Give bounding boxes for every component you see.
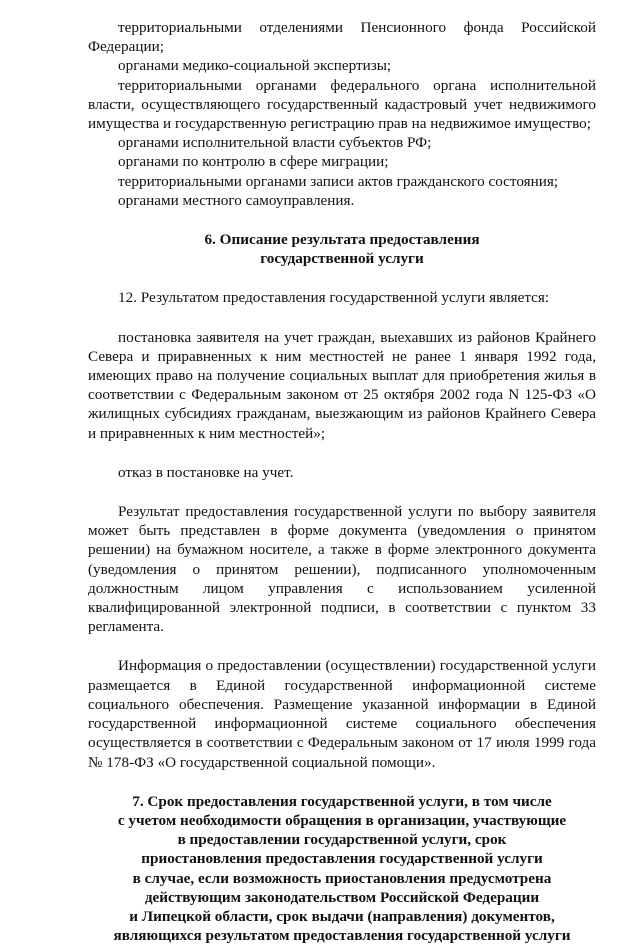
list-item: органами местного самоуправления. xyxy=(118,191,355,209)
heading-line: в предоставлении государственной услуги, срок xyxy=(177,831,507,849)
heading-line: и Липецкой области, срок выдачи (направления) документов, xyxy=(129,907,555,925)
paragraph-result-form: Результат предоставления государственной услуги по выбору заявителя может быть представлен в форме документа (уведомления о принятом решении) на бумажном носителе, а также в форме электронного документа (уведомления о принятом решении), подписанного уполномоченным должностным лицом управления с использованием усиленной квалифицированной электронной подписи, в соответствии с пунктом 33 регламента. xyxy=(88,503,596,636)
paragraph-result-info: Информация о предоставлении (осуществлении) государственной услуги размещается в Единой государственной информационной системе социального обеспечения. Размещение указанной информации в Единой государственной информационной системе социального обеспечения осуществляется в соответствии с Федеральным законом от 17 июля 1999 года № 178-ФЗ «О государственной социальной помощи». xyxy=(88,657,596,771)
list-item: территориальными органами федерального органа исполнительной власти, осуществляющего государственный кадастровый учет недвижимого имущества и государственную регистрацию прав на недвижимое имущество; xyxy=(88,76,596,133)
heading-line: государственной услуги xyxy=(260,250,424,268)
heading-line: являющихся результатом предоставления государственной услуги xyxy=(113,927,571,945)
list-item: территориальными органами записи актов гражданского состояния; xyxy=(118,172,559,190)
list-item: территориальными отделениями Пенсионного фонда Российской Федерации; xyxy=(88,19,596,56)
section-6-heading xyxy=(88,230,596,268)
heading-line: 6. Описание результата предоставления xyxy=(204,231,480,249)
heading-line: 7. Срок предоставления государственной услуги, в том числе xyxy=(132,792,552,810)
list-item: органами исполнительной власти субъектов РФ; xyxy=(118,134,432,152)
result-registration: постановка заявителя на учет граждан, выехавших из районов Крайнего Севера и приравненных к ним местностей не ранее 1 января 1992 года, имеющих право на получение социальных выплат для приобретения жилья в соответствии с Федеральным законом от 25 октября 2002 года N 125-ФЗ «О жилищных субсидиях гражданам, выезжающим из районов Крайнего Севера и приравненных к ним местностей»; xyxy=(88,328,596,442)
list-item: органами медико-социальной экспертизы; xyxy=(118,57,392,75)
section-7-heading xyxy=(88,792,596,945)
list-item: органами по контролю в сфере миграции; xyxy=(118,153,389,171)
heading-line: в случае, если возможность приостановления предусмотрена xyxy=(132,869,552,887)
heading-line: приостановления предоставления государственной услуги xyxy=(141,850,543,868)
heading-line: с учетом необходимости обращения в организации, участвующие xyxy=(117,811,567,829)
paragraph-12-intro: 12. Результатом предоставления государственной услуги является: xyxy=(118,289,550,307)
result-refusal: отказ в постановке на учет. xyxy=(118,463,294,481)
heading-line: действующим законодательством Российской Федерации xyxy=(144,888,540,906)
